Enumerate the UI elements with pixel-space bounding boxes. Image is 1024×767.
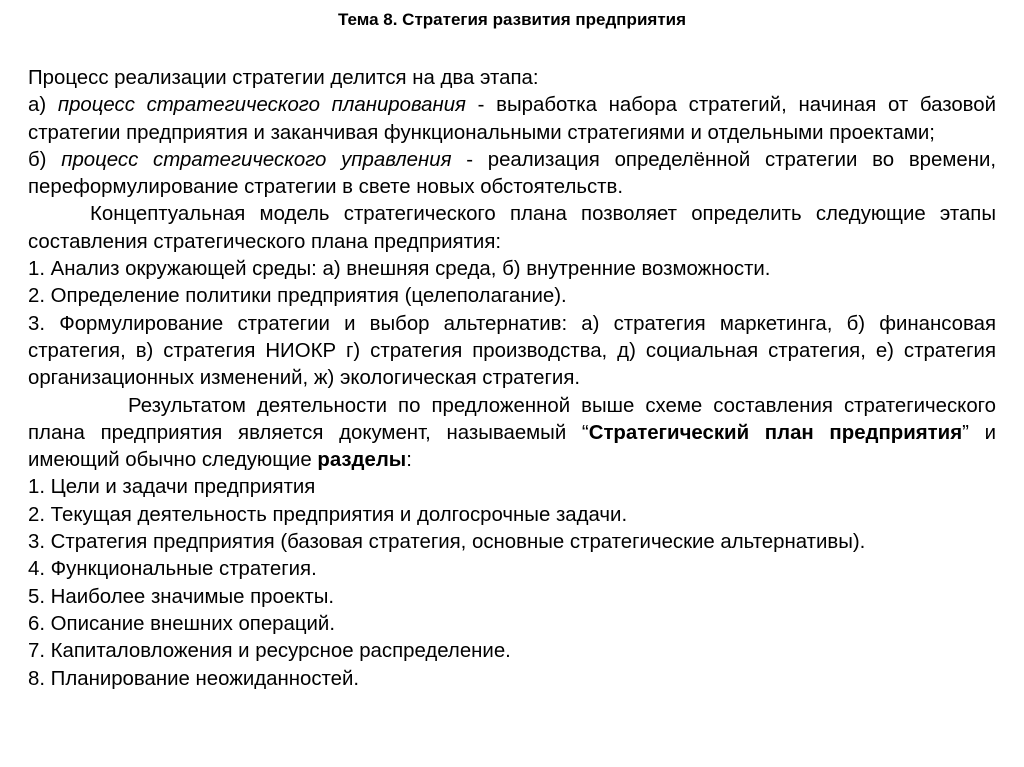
section-item-3: 3. Стратегия предприятия (базовая стратегия, основные стратегические альтернативы).: [28, 531, 866, 554]
step-item-3: 3. Формулирование стратегии и выбор альтернатив: а) стратегия маркетинга, б) финансовая стратегия, в) стратегия НИОКР г) стратегия производства, д) социальная стратегия, е) стратегия организационных изменений, ж) экологическая стратегия.: [28, 312, 996, 390]
section-item-4: 4. Функциональные стратегия.: [28, 558, 317, 581]
stage-b-prefix: б): [28, 148, 62, 171]
stage-a-text: - выработка набора стратегий, начиная от базовой стратегии предприятия и заканчивая функциональными стратегиями и отдельными проектами;: [28, 94, 996, 144]
step-item-1: 1. Анализ окружающей среды: а) внешняя среда, б) внутренние возможности.: [28, 258, 771, 281]
section-item-5: 5. Наиболее значимые проекты.: [28, 585, 335, 608]
step-item-2: 2. Определение политики предприятия (целеполагание).: [28, 285, 567, 308]
section-item-8: 8. Планирование неожиданностей.: [28, 667, 360, 690]
stage-a-prefix: а): [28, 94, 58, 117]
concept-paragraph: Концептуальная модель стратегического плана позволяет определить следующие этапы составления стратегического плана предприятия:: [28, 203, 996, 253]
result-paragraph: [28, 393, 996, 475]
stage-a-paragraph: [28, 92, 996, 147]
section-item-6: 6. Описание внешних операций.: [28, 612, 335, 635]
result-sections-word: разделы: [317, 449, 407, 472]
result-text-1: Результатом деятельности по предложенной выше схеме составления стратегического плана предприятия является документ, называемый “: [28, 394, 996, 444]
section-item-7: 7. Капиталовложения и ресурсное распределение.: [28, 640, 511, 663]
result-text-2: ” и имеющий обычно следующие: [28, 421, 996, 472]
section-item-2: 2. Текущая деятельность предприятия и долгосрочные задачи.: [28, 503, 628, 526]
section-item-1: 1. Цели и задачи предприятия: [28, 476, 316, 499]
stage-b-paragraph: [28, 147, 996, 202]
result-text-3: :: [406, 449, 412, 472]
stage-b-term: процесс стратегического управления: [61, 148, 452, 171]
page-title: Тема 8. Стратегия развития предприятия: [337, 10, 687, 29]
stage-b-text: - реализация определённой стратегии во времени, переформулирование стратегии в свете новых обстоятельств.: [28, 148, 997, 199]
document-body: [28, 65, 996, 693]
result-document-name: Стратегический план предприятия: [588, 421, 963, 444]
stage-a-term: процесс стратегического планирования: [57, 94, 466, 117]
intro-paragraph: Процесс реализации стратегии делится на два этапа:: [28, 67, 539, 89]
